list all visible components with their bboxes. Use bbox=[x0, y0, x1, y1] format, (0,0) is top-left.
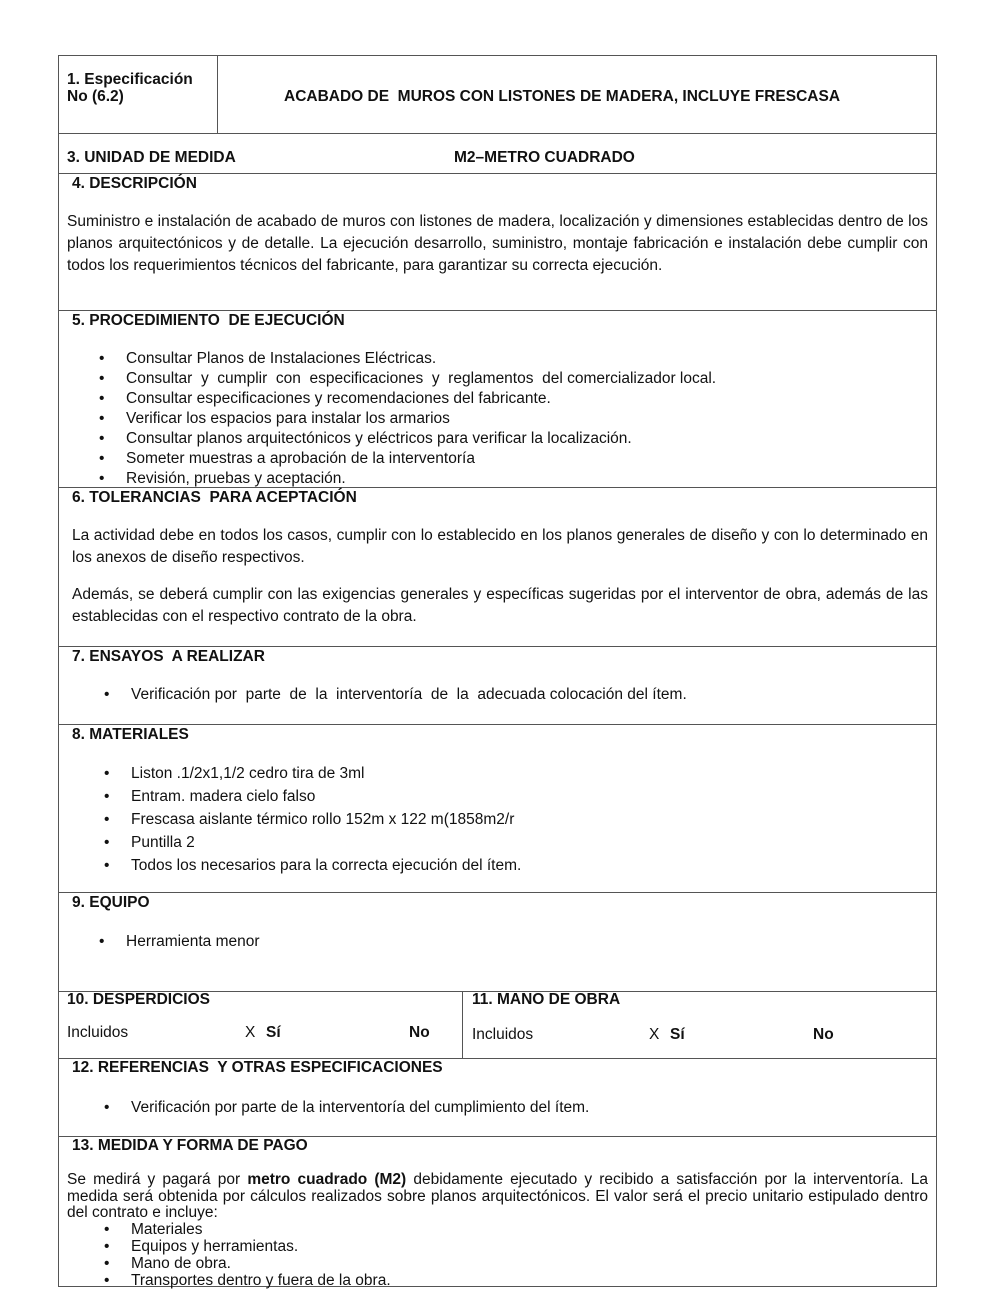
labor-yes: Sí bbox=[670, 1026, 685, 1043]
list-item: • Consultar especificaciones y recomendaciones del fabricante. bbox=[126, 389, 906, 409]
materials-list bbox=[131, 762, 911, 877]
list-item: • Consultar planos arquitectónicos y eléctricos para verificar la localización. bbox=[126, 429, 906, 449]
labor-no: No bbox=[813, 1026, 834, 1043]
list-item: • Consultar Planos de Instalaciones Eléctricas. bbox=[126, 349, 906, 369]
references-heading: 12. REFERENCIAS Y OTRAS ESPECIFICACIONES bbox=[72, 1059, 443, 1076]
payment-text bbox=[67, 1172, 928, 1222]
list-item: • Herramienta menor bbox=[126, 932, 906, 952]
list-item: • Someter muestras a aprobación de la interventoría bbox=[126, 449, 906, 469]
unit-value: M2–METRO CUADRADO bbox=[454, 149, 635, 166]
list-item: • Verificación por parte de la interventoría del cumplimiento del ítem. bbox=[131, 1098, 911, 1118]
equipment-heading: 9. EQUIPO bbox=[72, 894, 150, 911]
procedure-list bbox=[126, 349, 906, 489]
labor-mark: X bbox=[649, 1026, 660, 1043]
description-heading: 4. DESCRIPCIÓN bbox=[72, 175, 197, 192]
labor-included-label: Incluidos bbox=[472, 1026, 534, 1043]
list-item: • Puntilla 2 bbox=[131, 831, 911, 854]
payment-text-start: Se medirá y pagará por bbox=[67, 1171, 248, 1188]
spec-title: ACABADO DE MUROS CON LISTONES DE MADERA, INCLUYE FRESCASA bbox=[284, 88, 841, 105]
tolerances-paragraph-1: La actividad debe en todos los casos, cumplir con lo establecido en los planos generales de diseño y con lo determinado en los anexos de diseño respectivos. bbox=[72, 527, 928, 566]
tests-heading: 7. ENSAYOS A REALIZAR bbox=[72, 648, 265, 665]
list-item: • Verificar los espacios para instalar los armarios bbox=[126, 409, 906, 429]
list-item: • Equipos y herramientas. bbox=[131, 1238, 911, 1255]
waste-mark: X bbox=[245, 1024, 256, 1041]
labor-heading: 11. MANO DE OBRA bbox=[472, 991, 621, 1008]
tolerances-heading: 6. TOLERANCIAS PARA ACEPTACIÓN bbox=[72, 489, 357, 506]
spec-number-line2: No (6.2) bbox=[67, 88, 124, 105]
payment-unit: metro cuadrado (M2) bbox=[247, 1171, 407, 1188]
tolerances-paragraph-2: Además, se deberá cumplir con las exigencias generales y específicas sugeridas por el interventor de obra, además de las establecidas con el respectivo contrato de la obra. bbox=[72, 586, 928, 625]
waste-no: No bbox=[409, 1024, 430, 1041]
equipment-list bbox=[126, 932, 906, 952]
list-item: • Materiales bbox=[131, 1221, 911, 1238]
list-item: • Mano de obra. bbox=[131, 1255, 911, 1272]
payment-text-end: debidamente ejecutado y recibido a satisfacción por la interventoría. La medida será obtenida por cálculos realizados sobre planos arquitectónicos. El valor será el precio unitario estipulado dentro del contrato e incluye: bbox=[67, 1171, 928, 1221]
list-item: • Frescasa aislante térmico rollo 152m x 122 m(1858m2/r bbox=[131, 808, 911, 831]
list-item: • Revisión, pruebas y aceptación. bbox=[126, 469, 906, 489]
list-item: • Todos los necesarios para la correcta ejecución del ítem. bbox=[131, 854, 911, 877]
spec-number-label bbox=[67, 71, 193, 105]
unit-label: 3. UNIDAD DE MEDIDA bbox=[67, 149, 236, 166]
waste-included-label: Incluidos bbox=[67, 1024, 129, 1041]
list-item: • Liston .1/2x1,1/2 cedro tira de 3ml bbox=[131, 762, 911, 785]
list-item: • Transportes dentro y fuera de la obra. bbox=[131, 1272, 911, 1289]
list-item: • Entram. madera cielo falso bbox=[131, 785, 911, 808]
list-item: • Consultar y cumplir con especificaciones y reglamentos del comercializador local. bbox=[126, 369, 906, 389]
spec-number-line1: 1. Especificación bbox=[67, 71, 193, 88]
list-item: • Verificación por parte de la interventoría de la adecuada colocación del ítem. bbox=[131, 685, 911, 705]
payment-list bbox=[131, 1221, 911, 1289]
materials-heading: 8. MATERIALES bbox=[72, 726, 189, 743]
procedure-heading: 5. PROCEDIMIENTO DE EJECUCIÓN bbox=[72, 312, 345, 329]
references-list bbox=[131, 1098, 911, 1118]
waste-heading: 10. DESPERDICIOS bbox=[67, 991, 210, 1008]
tests-list bbox=[131, 685, 911, 705]
waste-yes: Sí bbox=[266, 1024, 281, 1041]
waste-labor-divider bbox=[462, 991, 463, 1058]
payment-heading: 13. MEDIDA Y FORMA DE PAGO bbox=[72, 1137, 308, 1154]
description-text: Suministro e instalación de acabado de muros con listones de madera, localización y dimensiones establecidas dentro de los planos arquitectónicos y de detalle. La ejecución desarrollo, suministro, montaje fabricación e instalación debe cumplir con todos los requerimientos técnicos del fabricante, para garantizar su correcta ejecución. bbox=[67, 213, 928, 274]
header-divider bbox=[217, 55, 218, 133]
